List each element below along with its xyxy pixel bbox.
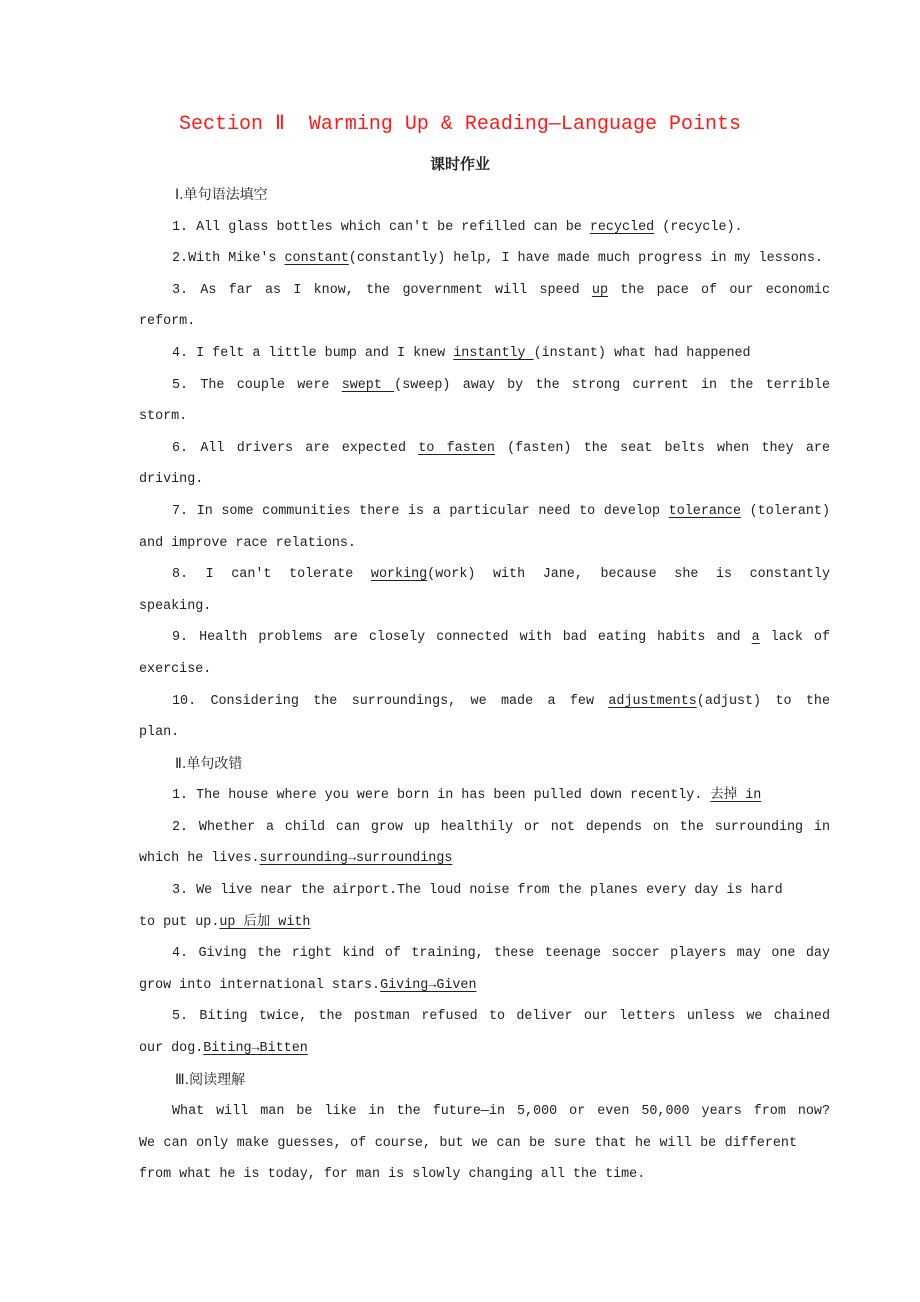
line-text: (adjust) to the — [696, 693, 830, 709]
line-text: 1. The house where you were born in has been pulled down recently. — [172, 788, 711, 804]
line-text: 2.With Mike's — [172, 251, 285, 267]
answer-text: constant — [284, 251, 349, 267]
line-text: 1. All glass bottles which can't be refilled can be — [172, 219, 590, 235]
line-text: from what he is today, for man is slowly changing all the time. — [139, 1167, 646, 1183]
answer-text: a — [751, 630, 760, 646]
line-text: (tolerant) — [741, 503, 830, 519]
text-line — [139, 401, 829, 433]
answer-text: instantly — [453, 345, 534, 361]
text-line — [139, 275, 830, 307]
line-text: What will man be like in the future—in 5,000 or even 50,000 years from now? — [172, 1104, 830, 1120]
answer-text: adjustments — [608, 693, 697, 709]
answer-text: 去掉 in — [710, 788, 762, 804]
document-body — [139, 180, 829, 1191]
line-text: which he lives. — [139, 851, 260, 867]
answer-text: up — [591, 282, 608, 298]
text-line — [139, 1033, 829, 1065]
line-text: and improve race relations. — [139, 535, 356, 551]
text-line — [139, 338, 829, 370]
line-text: lack of — [759, 630, 830, 646]
text-line — [139, 907, 829, 939]
answer-text: recycled — [589, 219, 655, 235]
line-text: plan. — [139, 725, 180, 741]
line-text: 5. Biting twice, the postman refused to deliver our letters unless we chained — [172, 1009, 830, 1025]
line-text: 7. In some communities there is a particular need to develop — [172, 503, 669, 519]
answer-text: surrounding→surroundings — [259, 851, 453, 867]
text-line — [139, 559, 830, 591]
answer-text: tolerance — [668, 503, 741, 519]
text-line — [139, 528, 829, 560]
line-text: 4. Giving the right kind of training, these teenage soccer players may one day — [172, 946, 830, 962]
line-text: 6. All drivers are expected — [172, 440, 419, 456]
line-text: (recycle). — [654, 219, 743, 235]
text-line — [139, 654, 829, 686]
line-text: (instant) what had happened — [533, 345, 751, 361]
line-text: Ⅱ.单句改错 — [175, 755, 243, 772]
answer-text: Biting→Bitten — [203, 1041, 308, 1057]
text-line — [139, 496, 830, 528]
text-line — [139, 622, 830, 654]
text-line — [139, 464, 829, 496]
line-text: 3. We live near the airport.The loud noise from the planes every day is hard — [172, 883, 783, 899]
line-text: Ⅰ.单句语法填空 — [175, 187, 268, 203]
answer-text: working — [370, 567, 428, 583]
line-text: storm. — [139, 409, 188, 425]
line-text: our dog. — [139, 1041, 204, 1057]
line-text: (work) with Jane, because she is constantly — [427, 567, 830, 583]
line-text: (fasten) the seat belts when they are — [494, 440, 830, 456]
line-text: driving. — [139, 472, 204, 488]
page-title: Section Ⅱ Warming Up & Reading—Language Points — [179, 113, 741, 136]
line-text: (sweep) away by the strong current in the terrible — [394, 377, 830, 393]
line-text: reform. — [139, 314, 196, 330]
line-text: 5. The couple were — [172, 377, 342, 393]
line-text: 8. I can't tolerate — [172, 567, 371, 583]
text-line — [139, 243, 829, 275]
line-text: grow into international stars. — [139, 977, 381, 993]
text-line — [139, 212, 829, 244]
page-subtitle: 课时作业 — [429, 155, 490, 173]
line-text: Ⅲ.阅读理解 — [175, 1071, 246, 1088]
line-text: speaking. — [139, 598, 212, 614]
line-text: 4. I felt a little bump and I knew — [172, 345, 454, 361]
text-line — [139, 1001, 830, 1033]
text-line — [139, 686, 830, 718]
answer-text: to fasten — [418, 440, 495, 456]
text-line — [139, 591, 829, 623]
text-line — [139, 970, 829, 1002]
answer-text: Giving→Given — [380, 977, 477, 993]
line-text: (constantly) help, I have made much progress in my lessons. — [348, 251, 823, 267]
section-heading — [139, 1065, 829, 1097]
answer-text: up 后加 with — [219, 914, 311, 930]
line-text: to put up. — [139, 914, 220, 930]
line-text: 9. Health problems are closely connected with bad eating habits and — [172, 630, 752, 646]
text-line — [139, 843, 829, 875]
text-line — [139, 433, 830, 465]
line-text: exercise. — [139, 661, 212, 677]
text-line — [139, 717, 829, 749]
text-line — [139, 370, 830, 402]
line-text: 3. As far as I know, the government will speed — [172, 282, 592, 298]
text-line — [139, 875, 829, 907]
text-line — [139, 938, 830, 970]
text-line — [139, 812, 830, 844]
section-heading — [139, 180, 829, 212]
text-line — [139, 1128, 797, 1160]
answer-text: swept — [341, 377, 395, 393]
text-line — [139, 780, 829, 812]
line-text: We can only make guesses, of course, but we can be sure that he will be different — [139, 1135, 797, 1151]
line-text: the pace of our economic — [607, 282, 830, 298]
text-line — [139, 306, 829, 338]
section-heading — [139, 749, 829, 781]
text-line — [139, 1159, 829, 1191]
text-line — [139, 1096, 830, 1128]
line-text: 10. Considering the surroundings, we made a few — [172, 693, 609, 709]
line-text: 2. Whether a child can grow up healthily or not depends on the surrounding in — [172, 819, 830, 835]
